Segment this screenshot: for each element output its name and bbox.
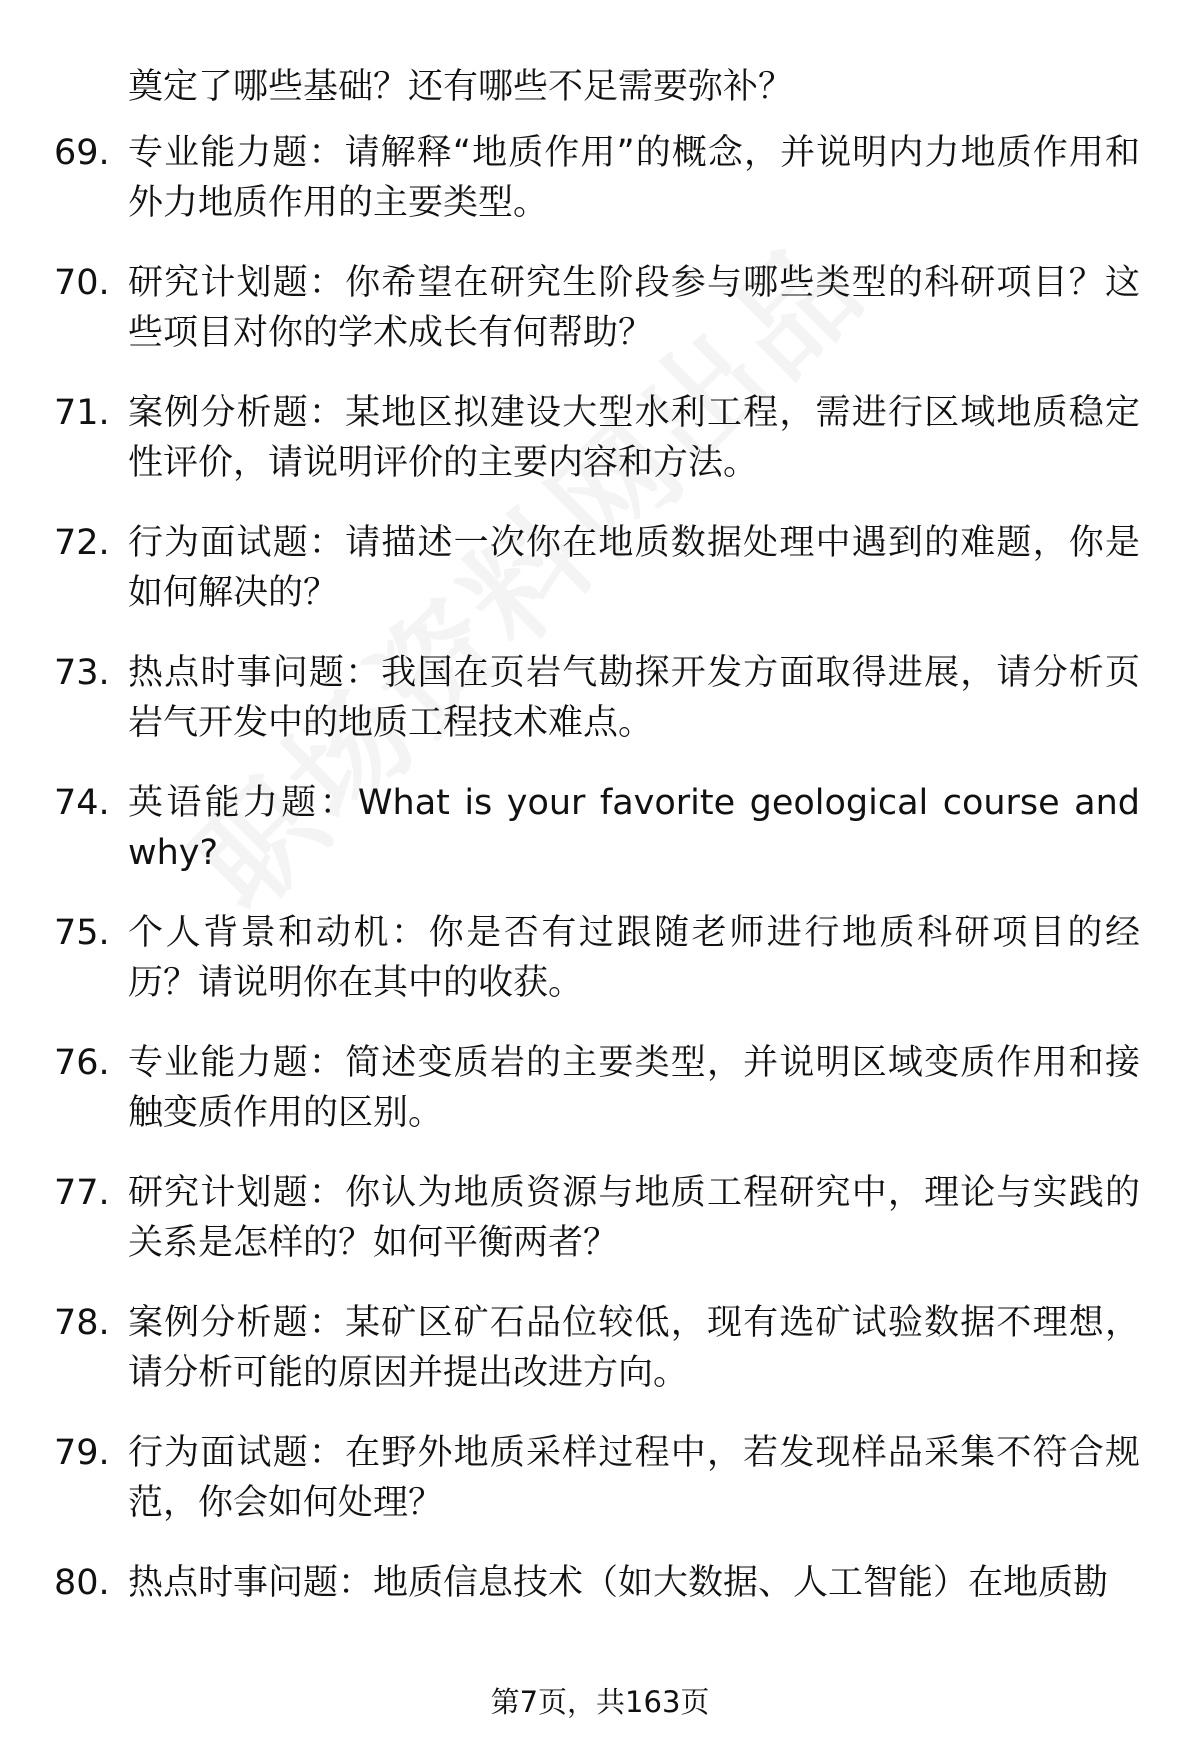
question-number: 80. [54, 1563, 110, 1603]
question-number: 75. [54, 913, 110, 953]
question-text: 案例分析题：某矿区矿石品位较低，现有选矿试验数据不理想，请分析可能的原因并提出改进方向。 [128, 1303, 1140, 1393]
list-item [0, 1298, 1200, 1428]
page-footer: 第7页，共163页 [490, 1685, 710, 1719]
list-item [0, 518, 1200, 648]
question-number: 69. [54, 133, 110, 173]
list-item [0, 258, 1200, 388]
question-text: 研究计划题：你认为地质资源与地质工程研究中，理论与实践的关系是怎样的？如何平衡两者？ [128, 1173, 1140, 1263]
list-item [0, 1428, 1200, 1558]
list-item [0, 648, 1200, 778]
question-text: 个人背景和动机：你是否有过跟随老师进行地质科研项目的经历？请说明你在其中的收获。 [128, 913, 1140, 1003]
question-number: 78. [54, 1303, 110, 1343]
question-text: 案例分析题：某地区拟建设大型水利工程，需进行区域地质稳定性评价，请说明评价的主要内容和方法。 [128, 393, 1140, 483]
list-item [0, 908, 1200, 1038]
question-number: 79. [54, 1433, 110, 1473]
question-text: 专业能力题：简述变质岩的主要类型，并说明区域变质作用和接触变质作用的区别。 [128, 1043, 1140, 1133]
question-list [0, 128, 1200, 1688]
question-number: 77. [54, 1173, 110, 1213]
list-item [0, 1038, 1200, 1168]
question-number: 74. [54, 783, 110, 823]
question-text: 行为面试题：在野外地质采样过程中，若发现样品采集不符合规范，你会如何处理？ [128, 1433, 1140, 1523]
question-text: 行为面试题：请描述一次你在地质数据处理中遇到的难题，你是如何解决的？ [128, 523, 1140, 613]
question-text: 热点时事问题：我国在页岩气勘探开发方面取得进展，请分析页岩气开发中的地质工程技术难点。 [128, 653, 1140, 743]
list-item [0, 1558, 1200, 1688]
question-text: 英语能力题：What is your favorite geological course and why? [128, 783, 1140, 873]
question-text: 专业能力题：请解释“地质作用”的概念，并说明内力地质作用和外力地质作用的主要类型。 [128, 133, 1140, 223]
question-number: 76. [54, 1043, 110, 1083]
question-number: 72. [54, 523, 110, 563]
list-item [0, 1168, 1200, 1298]
question-number: 70. [54, 263, 110, 303]
list-item [0, 388, 1200, 518]
list-item [0, 778, 1200, 908]
question-number: 73. [54, 653, 110, 693]
question-text: 研究计划题：你希望在研究生阶段参与哪些类型的科研项目？这些项目对你的学术成长有何帮助？ [128, 263, 1140, 353]
question-text: 热点时事问题：地质信息技术（如大数据、人工智能）在地质勘 [128, 1563, 1109, 1603]
continuation-text: 奠定了哪些基础？还有哪些不足需要弥补？ [128, 67, 794, 107]
list-item [0, 128, 1200, 258]
question-number: 71. [54, 393, 110, 433]
